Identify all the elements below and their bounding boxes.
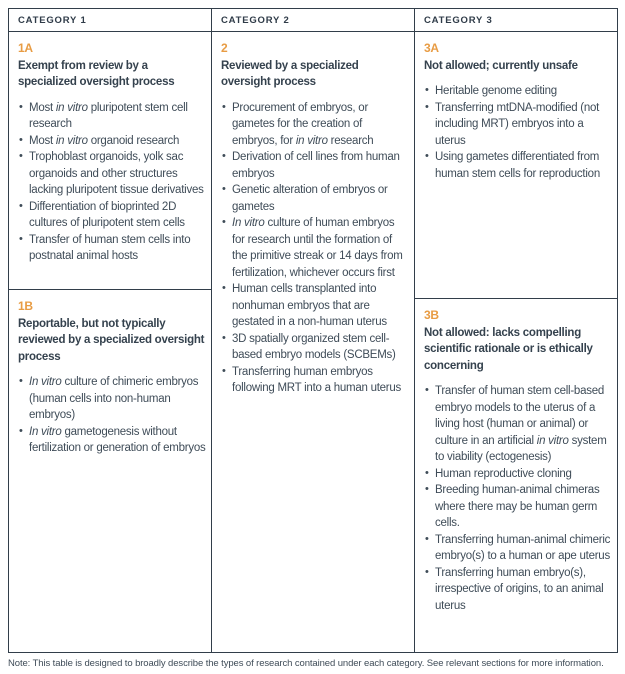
bullet-item: • Breeding human-animal chimeras where there may be human germ cells. (424, 482, 612, 532)
bullet-list (18, 100, 206, 265)
bullet-item: • Trophoblast organoids, yolk sac organoids and other structures lacking pluripotent tissue derivatives (18, 149, 206, 199)
bullet-list (424, 383, 612, 614)
category-header: CATEGORY 3 (415, 9, 617, 32)
bullet-item: • Human reproductive cloning (424, 466, 612, 483)
bullet-list (18, 374, 206, 457)
cell-code: 3B (424, 308, 439, 322)
bullet-list (424, 83, 612, 182)
cell-code: 1A (18, 41, 33, 55)
bullet-item: • Transfer of human stem cell-based embryo models to the uterus of a living host (human or animal) or culture in an artificial in vitro system to viability (ectogenesis) (424, 383, 612, 466)
cell-title: Not allowed; currently unsafe (424, 59, 578, 72)
category-cell-1B (9, 290, 211, 652)
bullet-item: • Genetic alteration of embryos or gametes (221, 182, 409, 215)
bullet-item: • 3D spatially organized stem cell-based embryo models (SCBEMs) (221, 331, 409, 364)
bullet-item: • Transferring mtDNA-modified (not including MRT) embryos into a uterus (424, 100, 612, 150)
bullet-item: • Most in vitro pluripotent stem cell research (18, 100, 206, 133)
cell-code: 3A (424, 41, 439, 55)
cell-title: Exempt from review by a specialized oversight process (18, 59, 175, 88)
cell-title: Reportable, but not typically reviewed by a specialized oversight process (18, 317, 205, 363)
bullet-item: • In vitro gametogenesis without fertilization or generation of embryos (18, 424, 206, 457)
category-column (211, 9, 414, 652)
bullet-list (221, 100, 409, 397)
cell-title: Not allowed: lacks compelling scientific rationale or is ethically concerning (424, 326, 593, 372)
category-header: CATEGORY 1 (9, 9, 211, 32)
cell-code: 2 (221, 41, 228, 55)
category-cell-1A (9, 32, 211, 290)
bullet-item: • Transferring human embryo(s), irrespective of origins, to an animal uterus (424, 565, 612, 615)
bullet-item: • Derivation of cell lines from human embryos (221, 149, 409, 182)
bullet-item: • Human cells transplanted into nonhuman embryos that are gestated in a non-human uterus (221, 281, 409, 331)
category-cell-3A (415, 32, 617, 299)
bullet-item: • Procurement of embryos, or gametes for the creation of embryos, for in vitro research (221, 100, 409, 150)
cell-code: 1B (18, 299, 33, 313)
cell-title: Reviewed by a specialized oversight process (221, 59, 359, 88)
categories-table (8, 8, 618, 653)
category-column (9, 9, 211, 652)
category-cell-3B (415, 299, 617, 652)
category-column (414, 9, 617, 652)
bullet-item: • Transfer of human stem cells into postnatal animal hosts (18, 232, 206, 265)
bullet-item: • In vitro culture of human embryos for research until the formation of the primitive streak or 14 days from fertilization, whichever occurs first (221, 215, 409, 281)
bullet-item: • Most in vitro organoid research (18, 133, 206, 150)
bullet-item: • Heritable genome editing (424, 83, 612, 100)
category-cell-2 (212, 32, 414, 652)
bullet-item: • Differentiation of bioprinted 2D cultures of pluripotent stem cells (18, 199, 206, 232)
footnote: Note: This table is designed to broadly describe the types of research contained under each category. See relevant sections for more information. (8, 658, 604, 669)
bullet-item: • Transferring human embryos following MRT into a human uterus (221, 364, 409, 397)
bullet-item: • Using gametes differentiated from human stem cells for reproduction (424, 149, 612, 182)
bullet-item: • In vitro culture of chimeric embryos (human cells into non-human embryos) (18, 374, 206, 424)
bullet-item: • Transferring human-animal chimeric embryo(s) to a human or ape uterus (424, 532, 612, 565)
category-header: CATEGORY 2 (212, 9, 414, 32)
